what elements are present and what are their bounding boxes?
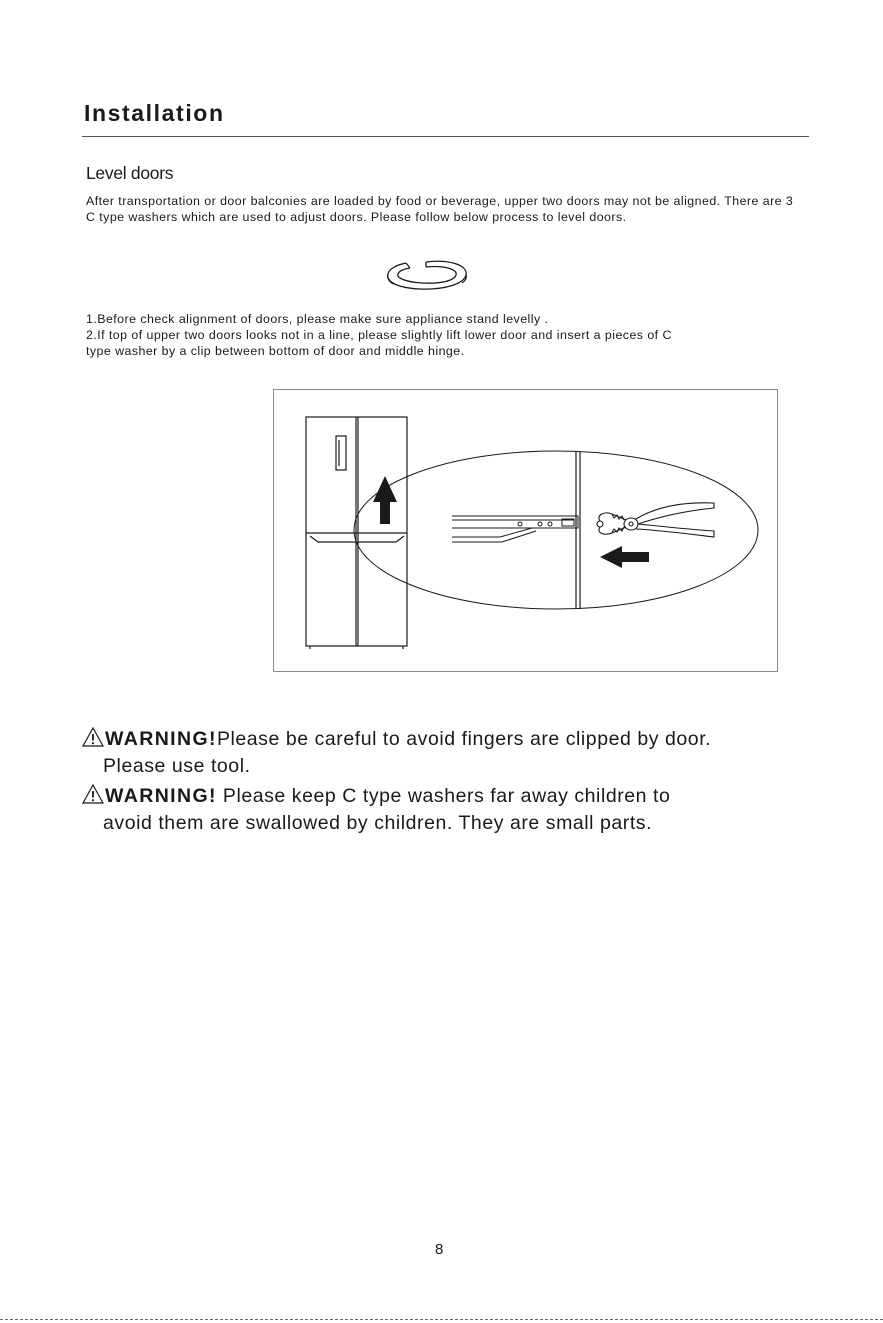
page-number: 8	[435, 1241, 444, 1258]
warning-text-continued: avoid them are swallowed by children. They are small parts.	[103, 812, 653, 834]
steps-list	[86, 311, 798, 359]
pliers-icon	[597, 503, 714, 537]
door-leveling-illustration	[273, 389, 778, 672]
warning-block-1	[82, 726, 711, 780]
intro-paragraph: After transportation or door balconies are loaded by food or beverage, upper two doors may not be aligned. There are 3 C type washers which are used to adjust doors. Please follow below process to level doors.	[86, 194, 794, 224]
warning-label: WARNING!	[105, 785, 217, 807]
refrigerator-illustration	[306, 417, 407, 649]
title-divider	[82, 136, 809, 137]
left-arrow-icon	[600, 546, 649, 568]
warning-block-2	[82, 783, 670, 837]
page-cut-line	[0, 1319, 883, 1320]
warning-triangle-icon	[82, 727, 104, 747]
section-title: Installation	[84, 100, 225, 126]
warning-text: Please keep C type washers far away children to	[216, 785, 671, 807]
step-1: 1.Before check alignment of doors, please make sure appliance stand levelly .	[86, 312, 549, 326]
warning-text: Please be careful to avoid fingers are clipped by door.	[216, 728, 712, 750]
warning-text-continued: Please use tool.	[103, 755, 251, 777]
c-washer-icon	[380, 256, 470, 297]
warning-label: WARNING!	[105, 728, 217, 750]
step-2: 2.If top of upper two doors looks not in a line, please slightly lift lower door and insert a pieces of C	[86, 328, 672, 342]
step-2-continued: type washer by a clip between bottom of door and middle hinge.	[86, 344, 465, 358]
subsection-title: Level doors	[86, 163, 174, 183]
warning-triangle-icon	[82, 784, 104, 804]
